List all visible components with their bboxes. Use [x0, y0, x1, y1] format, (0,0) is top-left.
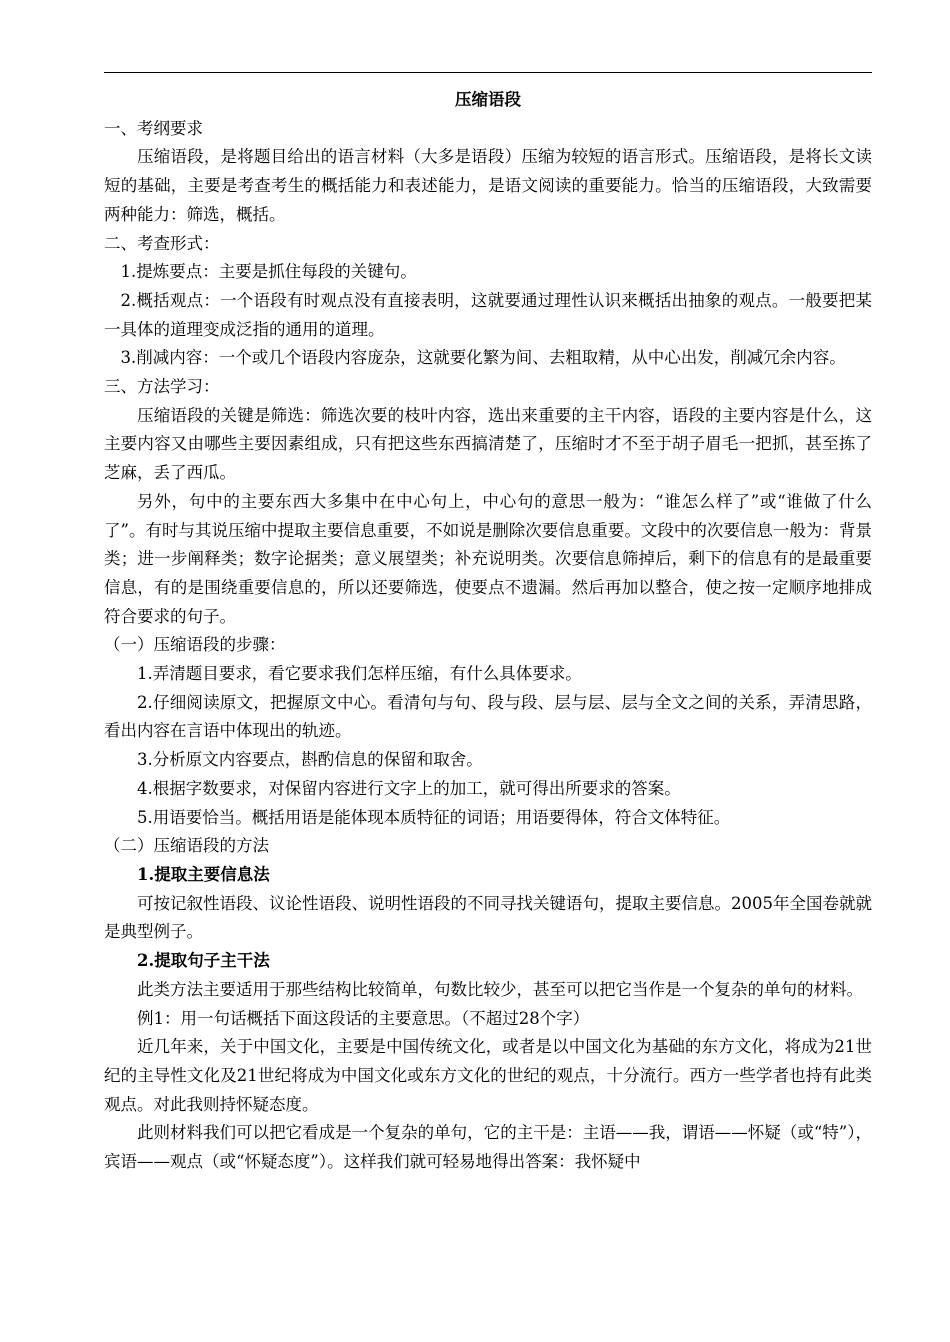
subsection-heading: 1.提取主要信息法: [137, 864, 270, 884]
paragraph: 3.分析原文内容要点，斟酌信息的保留和取舍。: [137, 750, 483, 770]
paragraph: 1.弄清题目要求，看它要求我们怎样压缩，有什么具体要求。: [137, 664, 582, 684]
paragraph: 压缩语段的关键是筛选：筛选次要的枝叶内容，选出来重要的主干内容，语段的主要内容是什么，这主要内容又由哪些主要因素组成，只有把这些东西搞清楚了，压缩时才不至于胡子眉毛一把抓，甚至拣了芝麻，丢了西瓜。: [104, 405, 872, 483]
paragraph: 可按记叙性语段、议论性语段、说明性语段的不同寻找关键语句，提取主要信息。2005年全国卷就就是典型例子。: [104, 893, 872, 942]
section-heading: （一）压缩语段的步骤：: [104, 635, 286, 655]
section-heading: 一、考纲要求: [104, 118, 203, 138]
paragraph: 例1：用一句话概括下面这段话的主要意思。（不超过28个字）: [137, 1008, 590, 1028]
paragraph: 4.根据字数要求，对保留内容进行文字上的加工，就可得出所要求的答案。: [137, 778, 681, 798]
section-heading: （二）压缩语段的方法: [104, 836, 269, 856]
paragraph: 2.概括观点：一个语段有时观点没有直接表明，这就要通过理性认识来概括出抽象的观点。一般要把某一具体的道理变成泛指的通用的道理。: [104, 290, 872, 339]
document-title: 压缩语段: [455, 90, 521, 109]
paragraph: 近几年来，关于中国文化，主要是中国传统文化，或者是以中国文化为基础的东方文化，将成为21世纪的主导性文化及21世纪将成为中国文化或东方文化的世纪的观点，十分流行。西方一些学者也持有此类观点。对此我则持怀疑态度。: [104, 1037, 872, 1114]
paragraph: 2.仔细阅读原文，把握原文中心。看清句与句、段与段、层与层、层与全文之间的关系，弄清思路，看出内容在言语中体现出的轨迹。: [104, 692, 872, 741]
paragraph-list: [104, 115, 872, 1177]
section-heading: 二、考查形式：: [104, 233, 220, 253]
section-heading: 三、方法学习：: [104, 377, 220, 397]
paragraph: 5.用语要恰当。概括用语是能体现本质特征的词语；用语要得体，符合文体特征。: [137, 807, 731, 827]
paragraph: 3.削减内容：一个或几个语段内容庞杂，这就要化繁为间、去粗取精，从中心出发，削减冗余内容。: [120, 348, 846, 368]
header-rule: [104, 72, 872, 73]
paragraph: 此类方法主要适用于那些结构比较简单，句数比较少，甚至可以把它当作是一个复杂的单句的材料。: [137, 979, 863, 999]
paragraph: 此则材料我们可以把它看成是一个复杂的单句，它的主干是：主语——我，谓语——怀疑（或“特”），宾语——观点（或“怀疑态度”）。这样我们就可轻易地得出答案：我怀疑中: [104, 1123, 872, 1172]
subsection-heading: 2.提取句子主干法: [137, 951, 270, 971]
paragraph: 压缩语段，是将题目给出的语言材料（大多是语段）压缩为较短的语言形式。压缩语段，是将长文读短的基础，主要是考查考生的概括能力和表述能力，是语文阅读的重要能力。恰当的压缩语段，大致需要两种能力：筛选，概括。: [104, 147, 872, 224]
document-body: [104, 86, 872, 1177]
paragraph: 另外，句中的主要东西大多集中在中心句上，中心句的意思一般为：“谁怎么样了”或“谁做了什么了”。有时与其说压缩中提取主要信息重要，不如说是删除次要信息重要。文段中的次要信息一般为：背景类；进一步阐释类；数字论据类；意义展望类；补充说明类。次要信息筛掉后，剩下的信息有的是最重要信息，有的是围绕重要信息的，所以还要筛选，使要点不遗漏。然后再加以整合，使之按一定顺序地排成符合要求的句子。: [104, 491, 872, 626]
paragraph: 1.提炼要点：主要是抓住每段的关键句。: [120, 262, 417, 282]
